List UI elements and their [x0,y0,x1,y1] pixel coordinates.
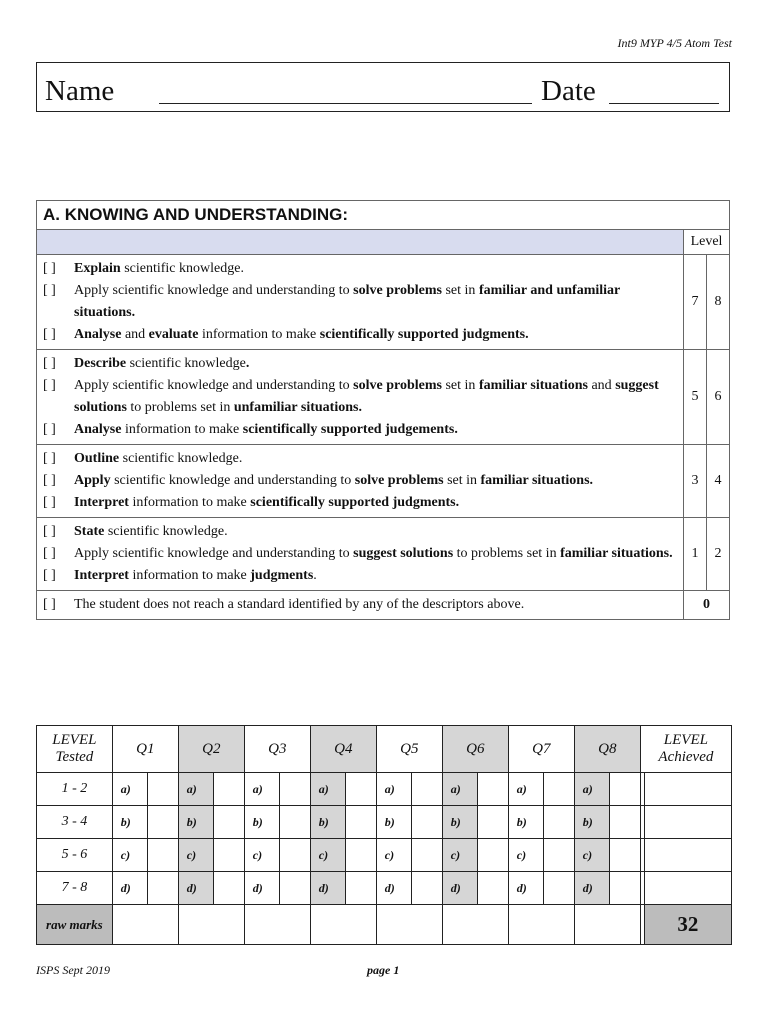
subpart-label: a) [376,773,411,806]
descriptor-cell [37,350,684,445]
mark-cell[interactable] [411,773,442,806]
checkbox[interactable]: [ ] [43,422,56,437]
level-range: 7 - 8 [37,872,113,905]
descriptor-text: Apply scientific knowledge and understanding to solve problems set in familiar situations and suggest solutions to problems set in unfamiliar situations. [74,378,659,415]
mark-cell[interactable] [411,839,442,872]
descriptor-line [43,492,677,514]
mark-cell[interactable] [279,773,310,806]
descriptor-row [37,350,730,445]
no-standard-row [37,591,730,620]
subpart-label: c) [178,839,213,872]
question-header: Q6 [442,726,508,773]
raw-marks-row [37,905,732,945]
subpart-label: c) [112,839,147,872]
subpart-label: c) [508,839,543,872]
raw-mark-cell[interactable] [376,905,442,945]
raw-mark-cell[interactable] [442,905,508,945]
date-label: Date [541,75,596,107]
subpart-label: a) [178,773,213,806]
marks-table [36,725,732,945]
checkbox[interactable]: [ ] [43,546,56,561]
descriptor-line [43,324,677,346]
header-band [37,230,684,255]
subpart-label: b) [112,806,147,839]
subpart-label: a) [244,773,279,806]
descriptor-row [37,518,730,591]
mark-cell[interactable] [477,839,508,872]
question-header: Q8 [574,726,640,773]
descriptor-line [43,448,677,470]
subpart-label: b) [178,806,213,839]
subpart-label: c) [376,839,411,872]
checkbox[interactable]: [ ] [43,356,56,371]
descriptor-line [43,353,677,375]
marks-row [37,872,732,905]
marks-row [37,839,732,872]
mark-cell[interactable] [213,872,244,905]
subpart-label: c) [442,839,477,872]
raw-mark-cell[interactable] [508,905,574,945]
subpart-label: c) [310,839,345,872]
question-header: Q7 [508,726,574,773]
mark-cell[interactable] [543,839,574,872]
mark-cell[interactable] [543,773,574,806]
checkbox[interactable]: [ ] [43,283,56,298]
question-header: Q3 [244,726,310,773]
level-0: 0 [684,591,730,620]
descriptor-text: Apply scientific knowledge and understanding to solve problems set in familiar and unfamiliar situations. [74,283,620,320]
raw-mark-cell[interactable] [112,905,178,945]
descriptor-cell [37,445,684,518]
descriptor-text: Outline scientific knowledge. [74,451,243,466]
question-header: Q2 [178,726,244,773]
level-achieved-cell[interactable] [644,806,731,839]
mark-cell[interactable] [477,872,508,905]
mark-cell[interactable] [345,872,376,905]
descriptor-line [43,565,677,587]
raw-mark-cell[interactable] [574,905,640,945]
level-8: 8 [707,255,730,350]
descriptor-line [43,258,677,280]
descriptor-line [43,470,677,492]
date-field[interactable] [609,103,719,104]
subpart-label: d) [310,872,345,905]
mark-cell[interactable] [213,806,244,839]
raw-marks-label: raw marks [37,905,113,945]
level-achieved-cell[interactable] [644,839,731,872]
checkbox[interactable]: [ ] [43,451,56,466]
subpart-label: a) [310,773,345,806]
checkbox[interactable]: [ ] [43,568,56,583]
descriptor-cell [37,518,684,591]
descriptor-text: Apply scientific knowledge and understanding to solve problems set in familiar situations. [74,473,594,488]
subpart-label: c) [244,839,279,872]
checkbox[interactable]: [ ] [43,524,56,539]
checkbox[interactable]: [ ] [43,597,56,612]
subpart-label: d) [376,872,411,905]
marks-row [37,806,732,839]
name-field[interactable] [159,103,532,104]
descriptor-row [37,445,730,518]
level-range: 1 - 2 [37,773,113,806]
subpart-label: b) [310,806,345,839]
level-4: 4 [707,445,730,518]
descriptor-text: Describe scientific knowledge. [74,356,250,371]
level-2: 2 [707,518,730,591]
subpart-label: d) [244,872,279,905]
mark-cell[interactable] [477,773,508,806]
checkbox[interactable]: [ ] [43,261,56,276]
level-achieved-header: LEVEL Achieved [640,726,731,773]
subpart-label: b) [442,806,477,839]
subpart-label: d) [508,872,543,905]
total-marks: 32 [644,905,731,945]
subpart-label: d) [574,872,609,905]
mark-cell[interactable] [411,806,442,839]
mark-cell[interactable] [477,806,508,839]
descriptor-text: State scientific knowledge. [74,524,228,539]
descriptor-text: Analyse and evaluate information to make scientifically supported judgments. [74,327,529,342]
mark-cell[interactable] [279,872,310,905]
level-7: 7 [684,255,707,350]
raw-mark-cell[interactable] [310,905,376,945]
subpart-label: b) [244,806,279,839]
mark-cell[interactable] [147,806,178,839]
mark-cell[interactable] [543,872,574,905]
question-header: Q5 [376,726,442,773]
checkbox[interactable]: [ ] [43,327,56,342]
mark-cell[interactable] [609,872,640,905]
mark-cell[interactable] [213,839,244,872]
level-3: 3 [684,445,707,518]
mark-cell[interactable] [609,806,640,839]
mark-cell[interactable] [147,773,178,806]
checkbox[interactable]: [ ] [43,473,56,488]
subpart-label: a) [442,773,477,806]
mark-cell[interactable] [213,773,244,806]
level-range: 3 - 4 [37,806,113,839]
subpart-label: d) [442,872,477,905]
subpart-label: a) [574,773,609,806]
level-header: Level [684,230,730,255]
descriptor-text: The student does not reach a standard identified by any of the descriptors above. [74,597,525,612]
subpart-label: b) [574,806,609,839]
checkbox[interactable]: [ ] [43,495,56,510]
name-date-box [36,62,730,112]
mark-cell[interactable] [147,872,178,905]
descriptor-cell [37,255,684,350]
question-header: Q1 [112,726,178,773]
subpart-label: b) [508,806,543,839]
mark-cell[interactable] [279,806,310,839]
level-tested-header: LEVEL Tested [37,726,113,773]
checkbox[interactable]: [ ] [43,378,56,393]
subpart-label: b) [376,806,411,839]
descriptor-line [43,543,677,565]
question-header: Q4 [310,726,376,773]
subpart-label: a) [508,773,543,806]
descriptor-line [43,594,677,616]
mark-cell[interactable] [543,806,574,839]
descriptor-text: Explain scientific knowledge. [74,261,244,276]
descriptor-line [43,375,677,419]
level-achieved-cell[interactable] [644,872,731,905]
subpart-label: c) [574,839,609,872]
course-info: Int9 MYP 4/5 Atom Test [617,36,732,50]
level-1: 1 [684,518,707,591]
descriptor-row [37,255,730,350]
subpart-label: a) [112,773,147,806]
level-5: 5 [684,350,707,445]
mark-cell[interactable] [345,773,376,806]
descriptor-line [43,280,677,324]
marks-header-row [37,726,732,773]
footer-date: ISPS Sept 2019 [36,963,110,977]
raw-mark-cell[interactable] [178,905,244,945]
level-achieved-cell[interactable] [644,773,731,806]
marks-row [37,773,732,806]
level-range: 5 - 6 [37,839,113,872]
mark-cell[interactable] [345,806,376,839]
descriptor-text: Interpret information to make judgments. [74,568,317,583]
name-label: Name [45,75,115,107]
descriptor-text: Apply scientific knowledge and understanding to suggest solutions to problems set in familiar situations. [74,546,673,561]
subpart-label: d) [112,872,147,905]
raw-mark-cell[interactable] [244,905,310,945]
mark-cell[interactable] [609,839,640,872]
page-number: page 1 [367,963,400,977]
mark-cell[interactable] [609,773,640,806]
mark-cell[interactable] [147,839,178,872]
level-6: 6 [707,350,730,445]
mark-cell[interactable] [345,839,376,872]
mark-cell[interactable] [279,839,310,872]
descriptor-line [43,521,677,543]
mark-cell[interactable] [411,872,442,905]
descriptor-text: Analyse information to make scientifically supported judgements. [74,422,458,437]
criterion-a-table [36,200,730,620]
descriptor-text: Interpret information to make scientifically supported judgments. [74,495,460,510]
descriptor-line [43,419,677,441]
subpart-label: d) [178,872,213,905]
descriptor-cell [37,591,684,620]
criterion-title: A. KNOWING AND UNDERSTANDING: [37,201,730,230]
